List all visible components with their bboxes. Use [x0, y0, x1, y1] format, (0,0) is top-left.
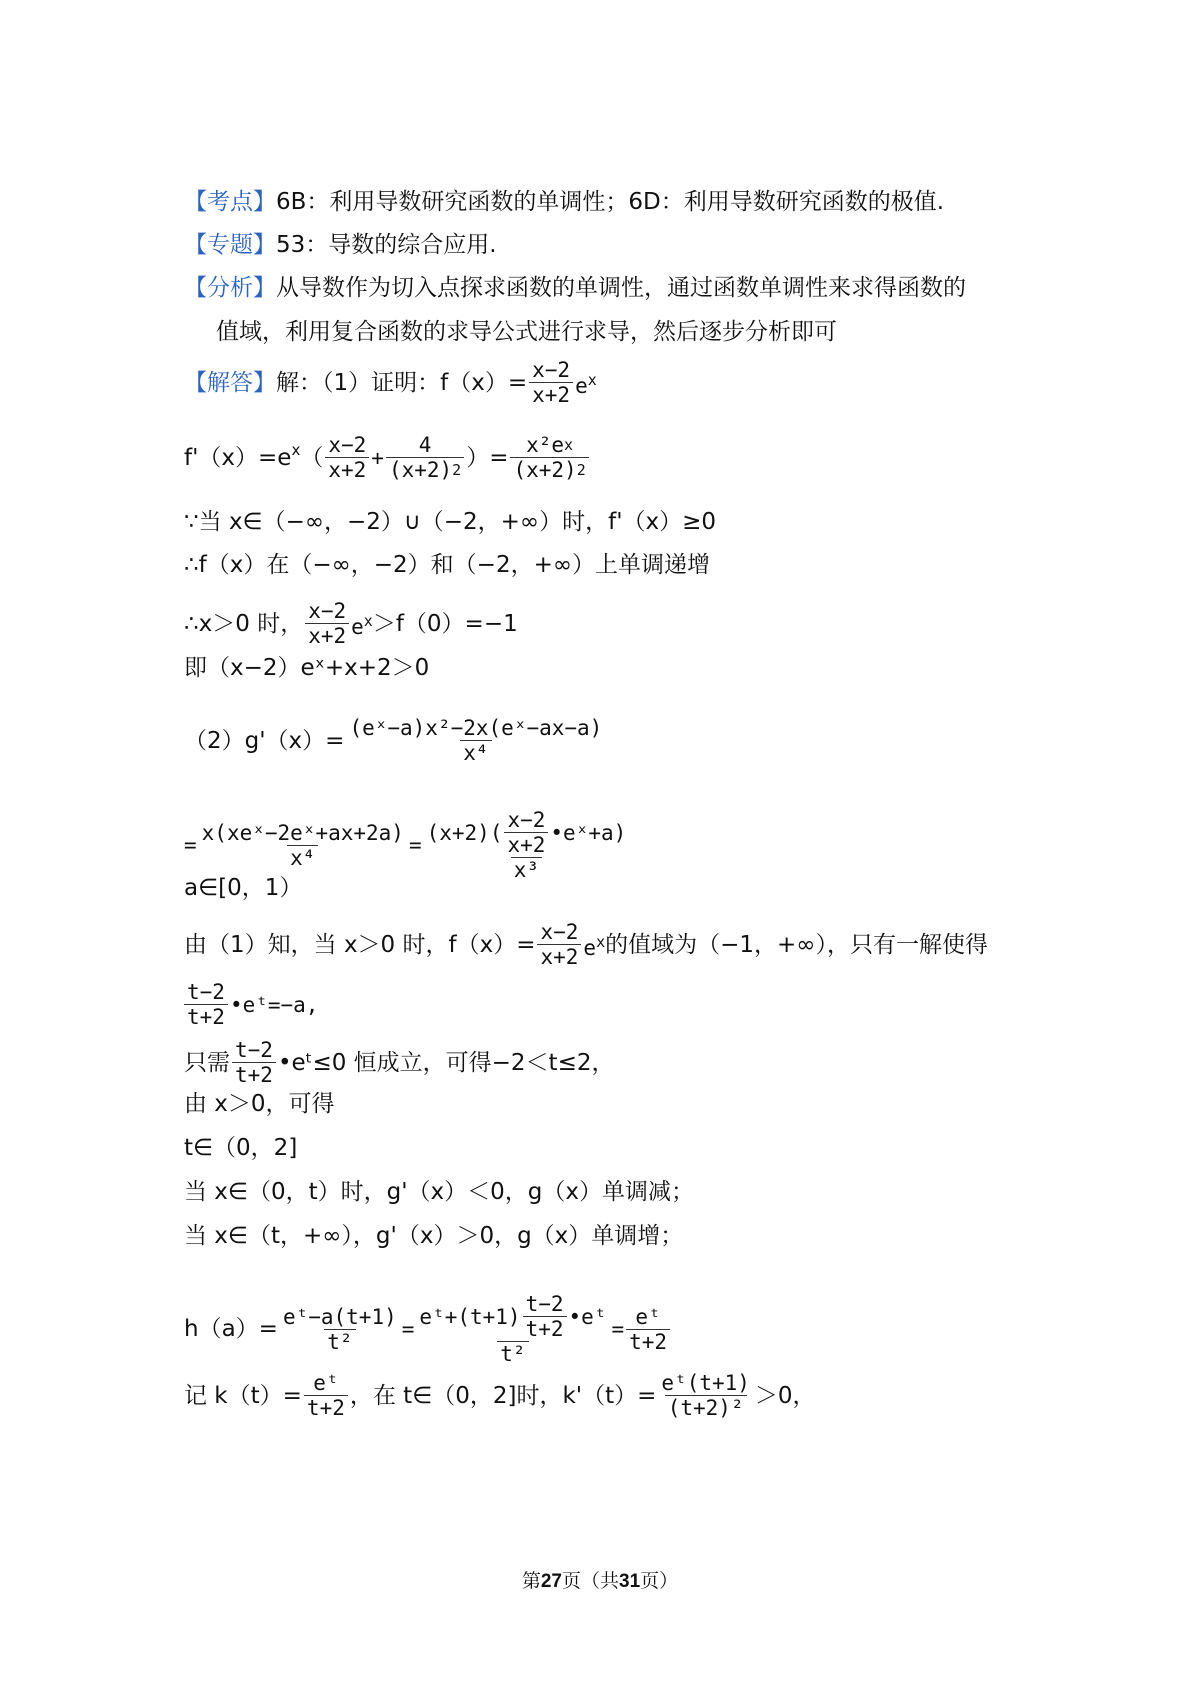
fraction: $\frac{\text{eᵗ}}{t+2}$: [304, 1371, 348, 1420]
t-line: $\frac{t-2}{t+2}$ •eᵗ=−a,: [184, 980, 318, 1029]
fraction: $\frac{\text{(eˣ−a)x²−2x(eˣ−ax−a)}}{\text{x⁴}}$: [349, 716, 603, 765]
zhixu-line: 只需 $\frac{t-2}{t+2}$ •eᵗ≤0 恒成立，可得−2＜t≤2，: [184, 1038, 615, 1087]
fenxi-line-2: [216, 317, 837, 347]
fraction: $\frac{x-2}{x+2}$: [305, 599, 349, 648]
fraction: eᵗ+(t+1) $\frac{t-2}{t+2}$ •eᵗ t²: [419, 1292, 607, 1366]
zhuanti-tag: 【专题】: [184, 232, 276, 258]
fraction: (x+2)( $\frac{x-2}{x+2}$ •eˣ+a) x³: [426, 808, 627, 882]
page-number: 27: [540, 1571, 562, 1592]
exp-e: $e^x$: [575, 370, 597, 398]
ji-line: 即（x−2）eˣ+x+2＞0: [184, 655, 430, 681]
because-line: ∵当 x∈（−∞，−2）∪（−2，+∞）时，f'（x）≥0: [184, 509, 717, 535]
you-line-1: 由（1）知，当 x＞0 时，f（x）= $\frac{x-2}{x+2}$ $e^x$ 的值域为（−1，+∞），只有一解使得: [184, 920, 988, 969]
kaodian-text: 6B：利用导数研究函数的单调性；6D：利用导数研究函数的极值.: [276, 189, 945, 215]
fraction: x²e x (x+2) 2: [510, 433, 588, 482]
fraction: $\frac{x-2}{x+2}$: [325, 433, 369, 482]
h-line: h（a）= $\frac{\text{eᵗ−a(t+1)}}{\text{t²}}$ = eᵗ+(t+1) $\frac{t-2}{t+2}$ •eᵗ t² = $\frac{\text{eᵗ}}{t+2}$: [184, 1292, 672, 1366]
fenxi-text-2: 值域，利用复合函数的求导公式进行求导，然后逐步分析即可: [216, 319, 837, 345]
g-line: （2）g'（x）= $\frac{\text{(eˣ−a)x²−2x(eˣ−ax−a)}}{\text{x⁴}}$: [184, 716, 607, 765]
fraction: $\frac{x-2}{x+2}$: [504, 808, 548, 857]
dang-line-1: 当 x∈（0，t）时，g'（x）＜0，g（x）单调减；: [184, 1179, 694, 1205]
fenxi-line: [184, 273, 966, 303]
fraction: $\frac{x-2}{x+2}$: [537, 920, 581, 969]
fraction: $\frac{\text{eᵗ−a(t+1)}}{\text{t²}}$: [282, 1304, 397, 1354]
therefore-line-1: ∴f（x）在（−∞，−2）和（−2，+∞）上单调递增: [184, 552, 711, 578]
page-footer: 第27页（共31页）: [521, 1570, 679, 1592]
zhuanti-text: 53：导数的综合应用.: [276, 232, 497, 258]
kaodian-tag: 【考点】: [184, 189, 276, 215]
kaodian-line: [184, 187, 944, 217]
jieda-prefix: 解：（1）证明：f（x）=: [276, 369, 528, 396]
k-line: 记 k（t）= $\frac{\text{eᵗ}}{t+2}$ ，在 t∈（0，2]时，k'（t）= $\frac{\text{eᵗ(t+1)}}{\text{(t+2)²}}$ ＞0，: [184, 1371, 816, 1420]
fraction: $\frac{t-2}{t+2}$: [523, 1292, 567, 1341]
fenxi-text-1: 从导数作为切入点探求函数的单调性，通过函数单调性来求得函数的: [276, 275, 966, 301]
dang-line-2: 当 x∈（t，+∞），g'（x）＞0，g（x）单调增；: [184, 1223, 684, 1249]
fraction: $\frac{\text{eᵗ(t+1)}}{\text{(t+2)²}}$: [661, 1371, 750, 1420]
fprime-prefix: f'（x）=e: [184, 444, 292, 471]
zhuanti-line: [184, 230, 497, 260]
jieda-tag: 【解答】: [184, 369, 276, 396]
fraction: $\frac{t-2}{t+2}$: [184, 980, 228, 1029]
fprime-sup: x: [291, 441, 301, 459]
fraction: 4 (x+2) 2: [386, 433, 464, 482]
fenxi-tag: 【分析】: [184, 275, 276, 301]
a-range-line: a∈[0，1）: [184, 875, 303, 901]
therefore-line-2: ∴x＞0 时， $\frac{x-2}{x+2}$ $e^x$ ＞f（0）=−1: [184, 599, 518, 648]
fraction: $\frac{\text{x(xeˣ−2eˣ+ax+2a)}}{\text{x⁴}}$: [201, 820, 404, 870]
fraction: $\frac{\text{eᵗ}}{t+2}$: [626, 1305, 670, 1354]
fprime-line: f'（x）=e $^x$ （ $\frac{x-2}{x+2}$ + 4 (x+2) 2 ）= x²e x (x+2) 2: [184, 433, 591, 482]
you-line-2: 由 x＞0，可得: [184, 1091, 335, 1117]
g-line-2: = $\frac{\text{x(xeˣ−2eˣ+ax+2a)}}{\text{x⁴}}$ = (x+2)( $\frac{x-2}{x+2}$ •eˣ+a) x³: [184, 808, 631, 882]
page-total: 31: [619, 1571, 641, 1592]
fraction: $\frac{t-2}{t+2}$: [232, 1038, 276, 1087]
fraction: $\frac{x-2}{x+2}$: [529, 358, 573, 407]
t-range-line: t∈（0，2]: [184, 1135, 298, 1161]
jieda-line: [184, 358, 597, 407]
